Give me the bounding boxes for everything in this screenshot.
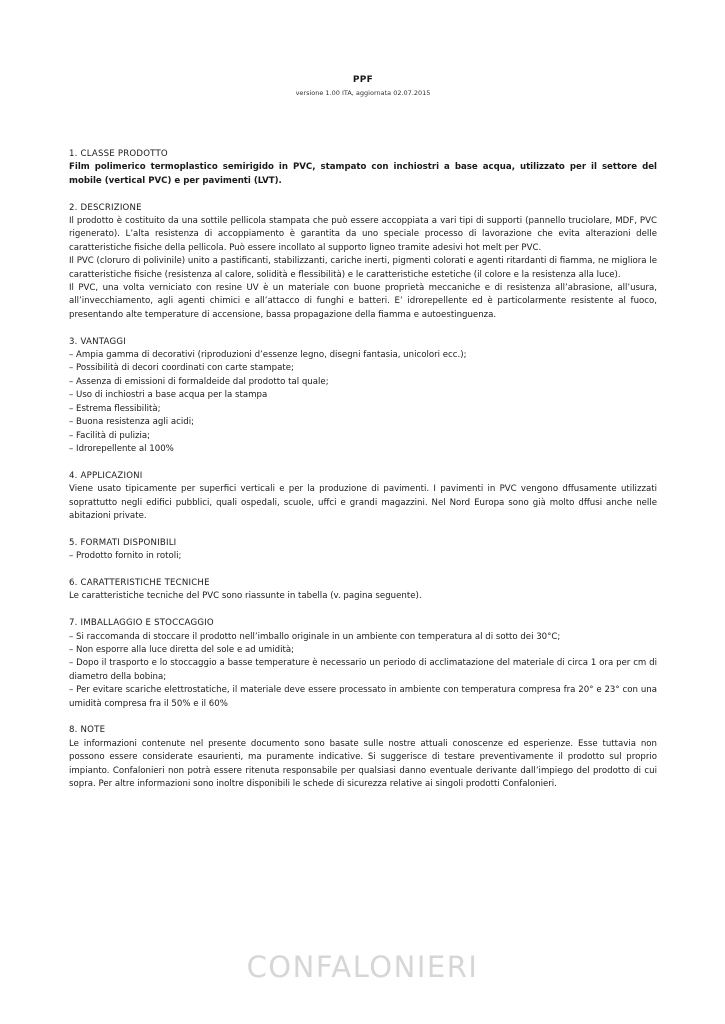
section-applicazioni: [69, 470, 657, 524]
list-item: – Uso di inchiostri a base acqua per la stampa: [69, 390, 268, 401]
section-formati-disponibili: [69, 537, 657, 564]
list-item: – Per evitare scariche elettrostatiche, il materiale deve essere processato in ambiente con temperatura compresa fra 20° e 23° con una umidità compresa fra il 50% e il 60%: [69, 685, 657, 709]
section-paragraph: Le informazioni contenute nel presente documento sono basate sulle nostre attuali conoscenze ed esperienze. Esse tuttavia non possono essere considerate esaurienti, ma puramente indicative. Si suggerisce di testare preventivamente il prodotto sul proprio impianto. Confalonieri non potrà essere ritenuta responsabile per qualsiasi danno eventuale derivante dall’impiego del prodotto di cui sopra. Per altre informazioni sono inoltre disponibili le schede di sicurezza relative ai singoli prodotti Confalonieri.: [69, 738, 657, 789]
section-heading: 6. CARATTERISTICHE TECNICHE: [69, 577, 210, 588]
section-paragraph: Film polimerico termoplastico semirigido in PVC, stampato con inchiostri a base acqua, utilizzato per il settore del mobile (vertical PVC) e per pavimenti (LVT).: [69, 162, 657, 186]
document-title: PPF: [352, 75, 374, 85]
list-item: – Estrema flessibilità;: [69, 403, 161, 414]
section-caratteristiche-tecniche: [69, 577, 657, 604]
list-item: – Idrorepellente al 100%: [69, 443, 174, 454]
list-item: – Possibilità di decori coordinati con carte stampate;: [69, 363, 294, 374]
section-paragraph: Il PVC (cloruro di polivinile) unito a pastificanti, stabilizzanti, cariche inerti, pigmenti colorati e agenti ritardanti di fiamma, ne migliora le caratteristiche fisiche (resistenza al calore, solidità e flessibilità) e le caratteristiche estetiche (il colore e la resistenza alla luce).: [69, 256, 657, 280]
section-heading: 2. DESCRIZIONE: [69, 202, 142, 213]
section-heading: 7. IMBALLAGGIO E STOCCAGGIO: [69, 618, 214, 629]
section-paragraph: Viene usato tipicamente per superfici verticali e per la produzione di pavimenti. I pavimenti in PVC vengono dffusamente utilizzati soprattutto negli edifici pubblici, quali ospedali, scuole, uffci e grandi magazzini. Nel Nord Europa sono già molto dffusi anche nelle abitazioni private.: [69, 484, 657, 521]
document-version: versione 1.00 ITA, aggiornata 02.07.2015: [295, 89, 431, 97]
list-item: – Non esporre alla luce diretta del sole e ad umidità;: [69, 644, 294, 655]
section-vantaggi: [69, 336, 657, 457]
section-heading: 8. NOTE: [69, 725, 106, 736]
section-note: [69, 724, 657, 791]
confalonieri-logo: CONFALONIERI: [246, 950, 479, 984]
section-heading: 1. CLASSE PRODOTTO: [69, 149, 168, 159]
document-body: [69, 148, 657, 805]
document-page: [69, 0, 657, 1024]
section-heading: 3. VANTAGGI: [69, 336, 126, 347]
section-heading: 5. FORMATI DISPONIBILI: [69, 537, 177, 548]
list-item: – Ampia gamma di decorativi (riproduzioni d’essenze legno, disegni fantasia, unicolori ecc.);: [69, 350, 467, 361]
list-item: – Assenza di emissioni di formaldeide dal prodotto tal quale;: [69, 376, 329, 387]
list-item: – Si raccomanda di stoccare il prodotto nell’imballo originale in un ambiente con temperatura al di sotto dei 30°C;: [69, 631, 561, 642]
list-item: – Prodotto fornito in rotoli;: [69, 551, 182, 562]
section-paragraph: Il PVC, una volta verniciato con resine UV è un materiale con buone proprietà meccaniche e di resistenza all’abrasione, all’usura, all’invecchiamento, agli agenti chimici e all’attacco di funghi e batteri. E’ idrorepellente ed è particolarmente resistente al fuoco, presentando alte temperature di accensione, bassa propagazione della fiamma e autoestinguenza.: [69, 283, 657, 320]
list-item: – Dopo il trasporto e lo stoccaggio a basse temperature è necessario un periodo di acclimatazione del materiale di circa 1 ora per cm di diametro della bobina;: [69, 658, 657, 682]
section-paragraph: Le caratteristiche tecniche del PVC sono riassunte in tabella (v. pagina seguente).: [69, 591, 422, 602]
section-heading: 4. APPLICAZIONI: [69, 470, 143, 481]
section-descrizione: [69, 202, 657, 323]
list-item: – Buona resistenza agli acidi;: [69, 417, 195, 428]
section-imballaggio-stoccaggio: [69, 617, 657, 711]
section-classe-prodotto: [69, 148, 657, 188]
list-item: – Facilità di pulizia;: [69, 430, 151, 441]
section-paragraph: Il prodotto è costituito da una sottile pellicola stampata che può essere accoppiata a vari tipi di supporti (pannello truciolare, MDF, PVC rigenerato). L’alta resistenza di accoppiamento è garantita da uno speciale processo di lavorazione che evita alterazioni delle caratteristiche fisiche della pellicola. Può essere incollato al supporto ligneo tramite adesivi hot melt per PVC.: [69, 216, 657, 253]
